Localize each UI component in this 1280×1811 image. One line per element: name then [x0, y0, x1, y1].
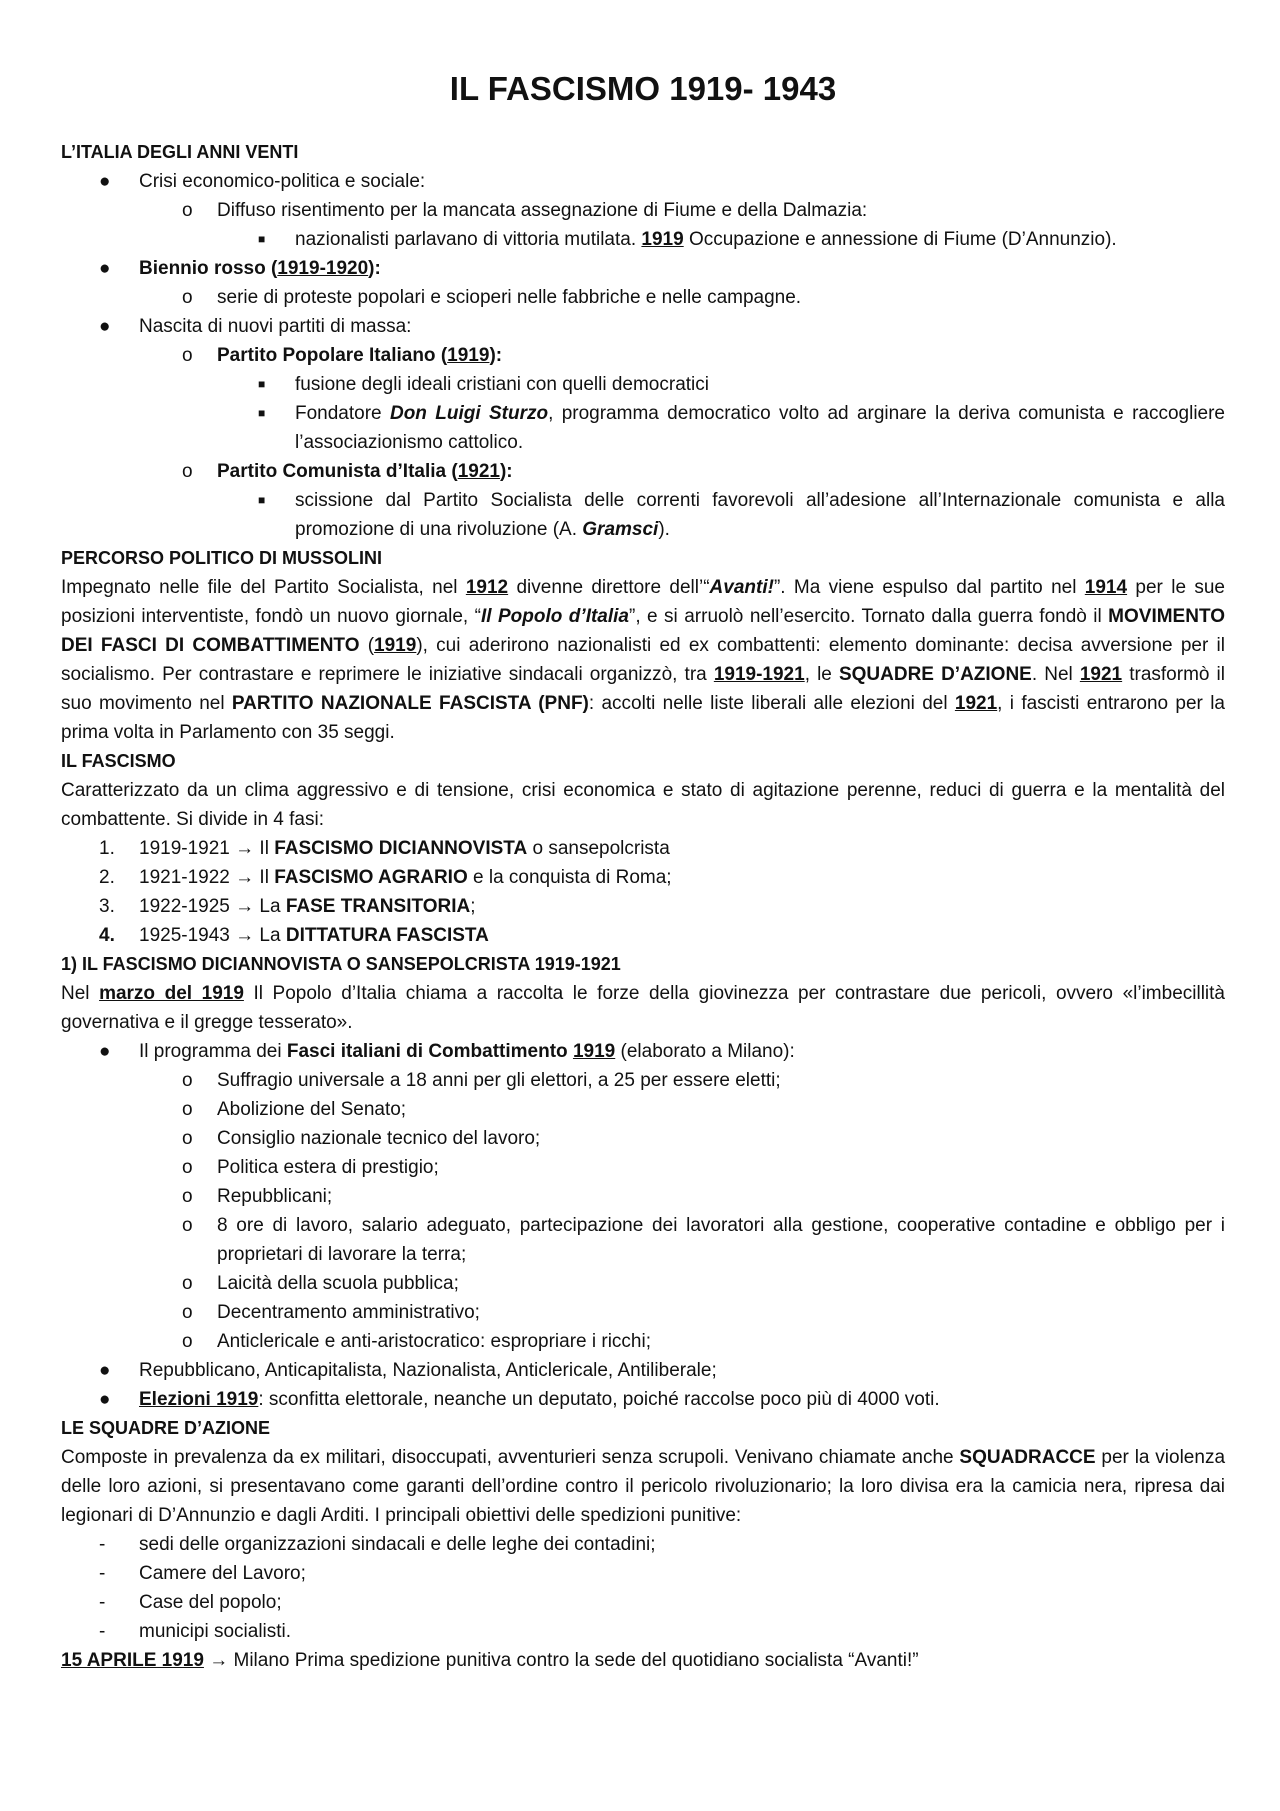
document-page [61, 70, 1225, 1675]
dash-bullet-icon: - [99, 1563, 106, 1584]
final-note: 15 APRILE 1919 → Milano Prima spedizione punitiva contro la sede del quotidiano socialista “Avanti!” [61, 1650, 919, 1671]
section-heading-squadre: LE SQUADRE D’AZIONE [61, 1418, 271, 1438]
circle-bullet-icon: o [182, 1186, 193, 1207]
target-item: - Case del popolo; [61, 1588, 1225, 1617]
circle-bullet-icon: o [182, 1070, 193, 1091]
section-heading-mussolini: PERCORSO POLITICO DI MUSSOLINI [61, 548, 383, 568]
list-item: ● Elezioni 1919: sconfitta elettorale, neanche un deputato, poiché raccolse poco più di 4000 voti. [61, 1385, 1225, 1414]
circle-bullet-icon: o [182, 1215, 193, 1236]
circle-bullet-icon: o [182, 200, 193, 221]
dash-bullet-icon: - [99, 1621, 106, 1642]
target-item: - Camere del Lavoro; [61, 1559, 1225, 1588]
list-item: ■ Fondatore Don Luigi Sturzo, programma democratico volto ad arginare la deriva comunista e raccogliere l’associazionismo cattolico. [61, 399, 1225, 457]
program-item: o 8 ore di lavoro, salario adeguato, partecipazione dei lavoratori alla gestione, cooperative contadine e obbligo per i proprietari di lavorare la terra; [61, 1211, 1225, 1269]
list-item: o Partito Comunista d’Italia (1921): [61, 457, 1225, 486]
phase-item: 1. 1919-1921 → Il FASCISMO DICIANNOVISTA o sansepolcrista [99, 838, 670, 859]
circle-bullet-icon: o [182, 1331, 193, 1352]
circle-bullet-icon: o [182, 1157, 193, 1178]
program-item: o Politica estera di prestigio; [61, 1153, 1225, 1182]
target-item: - sedi delle organizzazioni sindacali e delle leghe dei contadini; [61, 1530, 1225, 1559]
bullet-icon: ● [99, 1041, 111, 1062]
circle-bullet-icon: o [182, 1128, 193, 1149]
paragraph-diciannovista: Nel marzo del 1919 Il Popolo d’Italia chiama a raccolta le forze della giovinezza per contrastare due pericoli, ovvero «l’imbecillità governativa e il gregge tesserato». [61, 983, 1225, 1033]
phase-item: 4. 1925-1943 → La DITTATURA FASCISTA [99, 925, 489, 946]
square-bullet-icon: ■ [258, 406, 266, 420]
list-item: ● Il programma dei Fasci italiani di Combattimento 1919 (elaborato a Milano): [61, 1037, 1225, 1066]
phase-item: 3. 1922-1925 → La FASE TRANSITORIA; [99, 896, 476, 917]
program-item: o Suffragio universale a 18 anni per gli elettori, a 25 per essere eletti; [61, 1066, 1225, 1095]
circle-bullet-icon: o [182, 287, 193, 308]
bullet-icon: ● [99, 1360, 111, 1381]
target-item: - municipi socialisti. [61, 1617, 1225, 1646]
list-item: ■ scissione dal Partito Socialista delle correnti favorevoli all’adesione all’Internazionale comunista e alla promozione di una rivoluzione (A. Gramsci). [61, 486, 1225, 544]
list-item: ● Nascita di nuovi partiti di massa: [61, 312, 1225, 341]
document-title: IL FASCISMO 1919- 1943 [449, 70, 837, 107]
dash-bullet-icon: - [99, 1592, 106, 1613]
paragraph-mussolini: Impegnato nelle file del Partito Socialista, nel 1912 divenne direttore dell’“Avanti!”. Ma viene espulso dal partito nel 1914 per le sue posizioni interventiste, fondò un nuovo giornale, “Il Popolo d’Italia”, e si arruolò nell’esercito. Tornato dalla guerra fondò il MOVIMENTO DEI FASCI DI COMBATTIMENTO (1919), cui aderirono nazionalisti ed ex combattenti: elemento dominante: decisa avversione per il socialismo. Per contrastare e reprimere le iniziative sindacali organizzò, tra 1919-1921, le SQUADRE D’AZIONE. Nel 1921 trasformò il suo movimento nel PARTITO NAZIONALE FASCISTA (PNF): accolti nelle liste liberali alle elezioni del 1921, i fascisti entrarono per la prima volta in Parlamento con 35 seggi. [61, 577, 1225, 743]
bullet-icon: ● [99, 316, 111, 337]
circle-bullet-icon: o [182, 345, 193, 366]
dash-bullet-icon: - [99, 1534, 106, 1555]
program-item: o Laicità della scuola pubblica; [61, 1269, 1225, 1298]
bullet-icon: ● [99, 1389, 111, 1410]
list-item: ■ fusione degli ideali cristiani con quelli democratici [61, 370, 1225, 399]
section-heading-diciannovista: 1) IL FASCISMO DICIANNOVISTA O SANSEPOLCRISTA 1919-1921 [61, 954, 621, 974]
paragraph-fascismo: Caratterizzato da un clima aggressivo e di tensione, crisi economica e stato di agitazione perenne, reduci di guerra e la mentalità del combattente. Si divide in 4 fasi: [61, 780, 1225, 830]
list-item: ■ nazionalisti parlavano di vittoria mutilata. 1919 Occupazione e annessione di Fiume (D’Annunzio). [61, 225, 1225, 254]
circle-bullet-icon: o [182, 1273, 193, 1294]
program-item: o Consiglio nazionale tecnico del lavoro; [61, 1124, 1225, 1153]
square-bullet-icon: ■ [258, 232, 266, 246]
phase-item: 2. 1921-1922 → Il FASCISMO AGRARIO e la conquista di Roma; [99, 867, 672, 888]
list-item: ● Biennio rosso (1919-1920): [61, 254, 1225, 283]
list-item: ● Crisi economico-politica e sociale: [61, 167, 1225, 196]
circle-bullet-icon: o [182, 1302, 193, 1323]
program-item: o Anticlericale e anti-aristocratico: espropriare i ricchi; [61, 1327, 1225, 1356]
program-item: o Repubblicani; [61, 1182, 1225, 1211]
bullet-icon: ● [99, 171, 111, 192]
square-bullet-icon: ■ [258, 493, 266, 507]
list-item: o Partito Popolare Italiano (1919): [61, 341, 1225, 370]
paragraph-squadre: Composte in prevalenza da ex militari, disoccupati, avventurieri senza scrupoli. Venivano chiamate anche SQUADRACCE per la violenza delle loro azioni, si presentavano come garanti dell’ordine contro il pericolo rivoluzionario; la loro divisa era la camicia nera, ripresa dai legionari di D’Annunzio e dagli Arditi. I principali obiettivi delle spedizioni punitive: [61, 1447, 1226, 1526]
list-item: o serie di proteste popolari e scioperi nelle fabbriche e nelle campagne. [61, 283, 1225, 312]
circle-bullet-icon: o [182, 461, 193, 482]
square-bullet-icon: ■ [258, 377, 266, 391]
circle-bullet-icon: o [182, 1099, 193, 1120]
program-item: o Abolizione del Senato; [61, 1095, 1225, 1124]
list-item: ● Repubblicano, Anticapitalista, Nazionalista, Anticlericale, Antiliberale; [61, 1356, 1225, 1385]
list-item: o Diffuso risentimento per la mancata assegnazione di Fiume e della Dalmazia: [61, 196, 1225, 225]
section-heading-fascismo: IL FASCISMO [61, 751, 176, 771]
program-item: o Decentramento amministrativo; [61, 1298, 1225, 1327]
section-heading-italia: L’ITALIA DEGLI ANNI VENTI [61, 142, 299, 162]
bullet-icon: ● [99, 258, 111, 279]
